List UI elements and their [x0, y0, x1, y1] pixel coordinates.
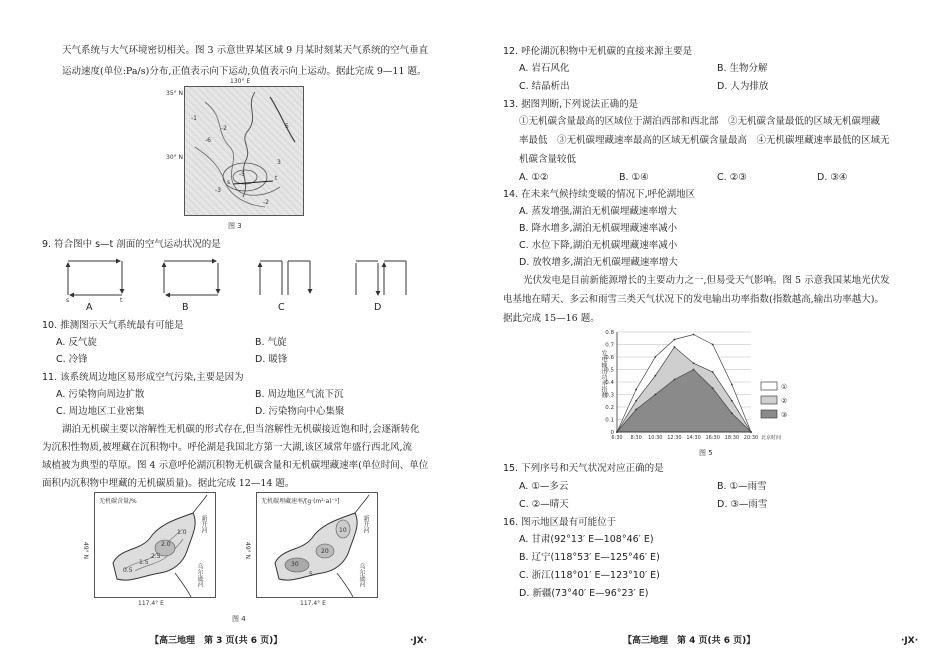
fig5-xtick-label: 14:30: [686, 435, 701, 441]
fig5-ytick-label: 0.6: [605, 355, 614, 361]
fig3-value: -5: [239, 171, 245, 178]
q12-stem: 12. 呼伦湖沉积物中无机碳的直接来源主要是: [503, 46, 693, 57]
fig4-right-value: 20: [321, 548, 329, 555]
figure-4-left-map: [82, 492, 216, 607]
q16-option-b[interactable]: B. 辽宁(118°53′ E—125°46′ E): [519, 552, 660, 563]
fig3-value: 3: [277, 159, 281, 166]
fig5-point: [712, 387, 714, 389]
fig5-legend-swatch: [761, 396, 777, 404]
fig5-caption: 图 5: [699, 449, 713, 457]
q9-axis-s: s: [66, 297, 70, 304]
fig5-point: [731, 384, 733, 386]
q11-option-d[interactable]: D. 污染物向中心集聚: [255, 406, 345, 417]
fig5-xtick-label: 18:30: [724, 435, 740, 441]
fig4-right-value: 30: [291, 561, 299, 568]
q9-option-d[interactable]: D: [374, 302, 382, 313]
fig5-ytick-label: 0.1: [605, 417, 614, 424]
fig5-point: [731, 412, 733, 414]
fig5-legend-label: ③: [781, 411, 788, 419]
fig4-left-lat: 49° N: [82, 542, 89, 560]
fig5-xtick-label: 10:30: [648, 435, 663, 441]
q10-stem: 10. 推测图示天气系统最有可能是: [42, 320, 184, 331]
fig3-value: -1: [191, 115, 197, 122]
q14-option-b[interactable]: B. 降水增多,湖泊无机碳埋藏速率减小: [519, 223, 678, 234]
fig4-left-value: 2.5: [151, 553, 161, 560]
footer-right-page: 【高三地理 第 4 页(共 6 页)】: [623, 636, 756, 646]
fig5-point: [693, 334, 695, 336]
q11-option-b[interactable]: B. 周边地区气流下沉: [255, 389, 344, 400]
fig5-xtick-label: 20:30: [743, 435, 759, 441]
fig3-caption: 图 3: [228, 222, 242, 230]
intro-line: 运动速度(单位:Pa/s)分布,正值表示向下运动,负值表示向上运动。据此完成 9—11 题。: [62, 66, 427, 77]
q12-option-d[interactable]: D. 人为排放: [717, 81, 769, 92]
q9-stem: 9. 符合图中 s—t 剖面的空气运动状况的是: [42, 239, 221, 250]
fig5-xlabel: 北京时间: [760, 435, 782, 441]
fig3-map: [184, 86, 304, 216]
fig5-point: [731, 400, 733, 402]
fig3-section-s: s: [227, 179, 231, 186]
fig5-point: [635, 389, 637, 391]
q13-statement-line: 机碳含量较低: [519, 154, 577, 165]
q9-option-b[interactable]: B: [182, 302, 189, 313]
fig3-contours: [185, 87, 303, 215]
q15-option-b[interactable]: B. ①—雨雪: [717, 481, 767, 492]
fig5-ytick-label: 0.8: [605, 330, 614, 336]
q11-option-a[interactable]: A. 污染物向周边扩散: [56, 389, 145, 400]
q14-option-c[interactable]: C. 水位下降,湖泊无机碳埋藏速率减小: [519, 240, 678, 251]
intro-line: 为沉积性物质,被埋藏在沉积物中。呼伦湖是我国北方第一大湖,该区域常年盛行西北风,流: [42, 442, 413, 453]
fig5-point: [654, 356, 656, 358]
fig5-ytick-label: 0.3: [605, 392, 614, 399]
q15-option-a[interactable]: A. ①—多云: [519, 481, 569, 492]
intro-line: 天气系统与大气环境密切相关。图 3 示意世界某区域 9 月某时刻某天气系统的空气垂直: [62, 45, 429, 56]
fig4-left-value: 1.0: [177, 529, 187, 536]
fig4-right-river-wuerxun: 乌尔逊河: [358, 563, 365, 587]
q12-option-c[interactable]: C. 结晶析出: [519, 81, 570, 92]
footer-left-mark: ·JX·: [410, 636, 428, 646]
fig4-left-lon: 117.4° E: [138, 600, 164, 607]
fig5-ytick-label: 0.4: [605, 380, 614, 386]
q11-option-c[interactable]: C. 周边地区工业密集: [56, 406, 145, 417]
q9-options: [60, 255, 410, 315]
fig5-point: [654, 375, 656, 377]
right-page: [475, 0, 950, 671]
intro-9-11: [62, 40, 428, 82]
fig5-point: [635, 409, 637, 411]
fig4-right-value: 10: [339, 527, 347, 534]
fig5-point: [693, 369, 695, 371]
fig4-left-river-xinkai: 新开河: [200, 515, 207, 533]
footer-right-mark: ·JX·: [901, 636, 919, 646]
fig5-chart: [595, 326, 835, 452]
q9-option-c[interactable]: C: [278, 302, 285, 313]
fig5-point: [635, 400, 637, 402]
q13-stem: 13. 据图判断,下列说法正确的是: [503, 99, 639, 110]
fig3-value: -2: [263, 199, 269, 206]
q12-option-a[interactable]: A. 岩石风化: [519, 63, 570, 74]
fig4-right-lon: 117.4° E: [300, 600, 326, 607]
q16-option-c[interactable]: C. 浙江(118°01′ E—123°10′ E): [519, 570, 660, 581]
fig4-right-title: 无机碳埋藏速率/[g·(m²·a)⁻¹]: [261, 498, 340, 505]
fig4-right-lat: 49° N: [244, 542, 251, 560]
fig5-xtick-label: 16:30: [705, 435, 720, 441]
q10-option-d[interactable]: D. 暖锋: [255, 354, 288, 365]
figure-5: [595, 326, 835, 452]
q13-statement-line: 率最低 ③无机碳埋藏速率最高的区域无机碳含量最高 ④无机碳埋藏速率最低的区域无: [519, 135, 890, 146]
q9-option-a[interactable]: A: [86, 302, 93, 313]
fig5-ytick-label: 0: [610, 430, 614, 436]
fig4-left-river-wuerxun: 乌尔逊河: [196, 563, 203, 587]
fig5-point: [712, 371, 714, 373]
fig4-right-value: 5: [309, 571, 313, 578]
fig5-legend-swatch: [761, 382, 777, 390]
intro-line: 电基地在晴天、多云和雨雪三类天气状况下的发电输出功率指数(指数越高,输出功率越大)。: [503, 294, 884, 305]
q9-diagrams: [60, 255, 410, 315]
fig5-point: [674, 346, 676, 348]
figure-4-right-map: [244, 492, 378, 607]
fig4-left-title: 无机碳含量/%: [99, 498, 137, 505]
intro-line: 据此完成 15—16 题。: [503, 313, 600, 324]
fig5-ytick-label: 0.5: [605, 367, 614, 374]
q13-option-b[interactable]: B. ①④: [619, 172, 649, 183]
fig5-xtick-label: 12:30: [667, 435, 682, 441]
fig3-value: -6: [205, 137, 211, 144]
fig5-point: [674, 379, 676, 381]
footer-left-page: 【高三地理 第 3 页(共 6 页)】: [150, 636, 283, 646]
q13-option-d[interactable]: D. ③④: [817, 172, 848, 183]
intro-line: 光伏发电是目前新能源增长的主要动力之一,但易受天气影响。图 5 示意我国某地光伏发: [523, 275, 890, 286]
q13-option-c[interactable]: C. ②③: [717, 172, 747, 183]
q16-stem: 16. 图示地区最有可能位于: [503, 517, 617, 528]
q14-stem: 14. 在未来气候持续变暖的情况下,呼伦湖地区: [503, 189, 696, 200]
fig5-xtick-label: 8:30: [630, 435, 642, 441]
q14-option-d[interactable]: D. 放牧增多,湖泊无机碳埋藏速率增大: [519, 257, 678, 268]
fig4-left-value: 1.5: [139, 559, 149, 566]
intro-12-14: [42, 421, 428, 493]
q16-option-a[interactable]: A. 甘肃(92°13′ E—108°46′ E): [519, 534, 654, 545]
q15-stem: 15. 下列序号和天气状况对应正确的是: [503, 463, 664, 474]
q13-option-a[interactable]: A. ①②: [519, 172, 549, 183]
fig4-caption: 图 4: [232, 615, 246, 623]
fig4-left-frame: [94, 492, 216, 598]
fig5-legend-label: ①: [781, 383, 788, 391]
q15-option-d[interactable]: D. ③—雨雪: [717, 499, 768, 510]
intro-line: 域植被为典型的草原。图 4 示意呼伦湖沉积物无机碳含量和无机碳埋藏速率(单位时间、单位: [42, 460, 429, 471]
q16-option-d[interactable]: D. 新疆(73°40′ E—96°23′ E): [519, 588, 649, 599]
fig5-legend-swatch: [761, 410, 777, 418]
fig5-legend-label: ②: [781, 397, 788, 405]
q12-option-b[interactable]: B. 生物分解: [717, 63, 768, 74]
q9-axis-t: t: [120, 297, 123, 304]
intro-15-16: [503, 271, 890, 328]
fig3-value: -3: [215, 187, 221, 194]
fig3-lat-label: 35° N: [166, 90, 184, 97]
fig3-lon-label: 130° E: [230, 78, 251, 85]
fig5-point: [654, 394, 656, 396]
fig5-xtick-label: 6:30: [611, 435, 623, 441]
q15-option-c[interactable]: C. ②—晴天: [519, 499, 569, 510]
intro-line: 面积内沉积物中埋藏的无机碳质量)。据此完成 12—14 题。: [42, 478, 295, 489]
q10-option-b[interactable]: B. 气旋: [255, 337, 287, 348]
fig5-point: [674, 339, 676, 341]
fig3-lat-label: 30° N: [166, 154, 184, 161]
q14-option-a[interactable]: A. 蒸发增强,湖泊无机碳埋藏速率增大: [519, 206, 677, 217]
fig4-left-value: 0.5: [123, 567, 133, 574]
fig3-value: 5: [285, 123, 289, 130]
fig4-left-value: 2.0: [161, 541, 171, 548]
fig5-ylabel: 发电输出功率指数: [600, 350, 607, 398]
intro-line: 湖泊无机碳主要以溶解性无机碳的形式存在,但当溶解性无机碳接近饱和时,会逐渐转化: [62, 424, 420, 435]
fig5-point: [693, 362, 695, 364]
fig5-ytick-label: 0.2: [605, 405, 614, 411]
q10-option-a[interactable]: A. 反气旋: [56, 337, 97, 348]
fig3-value: -2: [221, 125, 227, 132]
q10-option-c[interactable]: C. 冷锋: [56, 354, 88, 365]
q13-statements: [519, 112, 890, 169]
fig5-point: [712, 344, 714, 346]
fig3-section-t: t: [275, 175, 278, 182]
fig4-right-river-xinkai: 新开河: [362, 515, 369, 533]
fig5-ytick-label: 0.7: [605, 342, 614, 349]
figure-3: [166, 78, 302, 216]
fig4-right-frame: [256, 492, 378, 598]
q13-statement-line: ①无机碳含量最高的区域位于湖泊西部和西北部 ②无机碳含量最低的区域无机碳埋藏: [519, 116, 881, 127]
q11-stem: 11. 该系统周边地区易形成空气污染,主要是因为: [42, 372, 244, 383]
